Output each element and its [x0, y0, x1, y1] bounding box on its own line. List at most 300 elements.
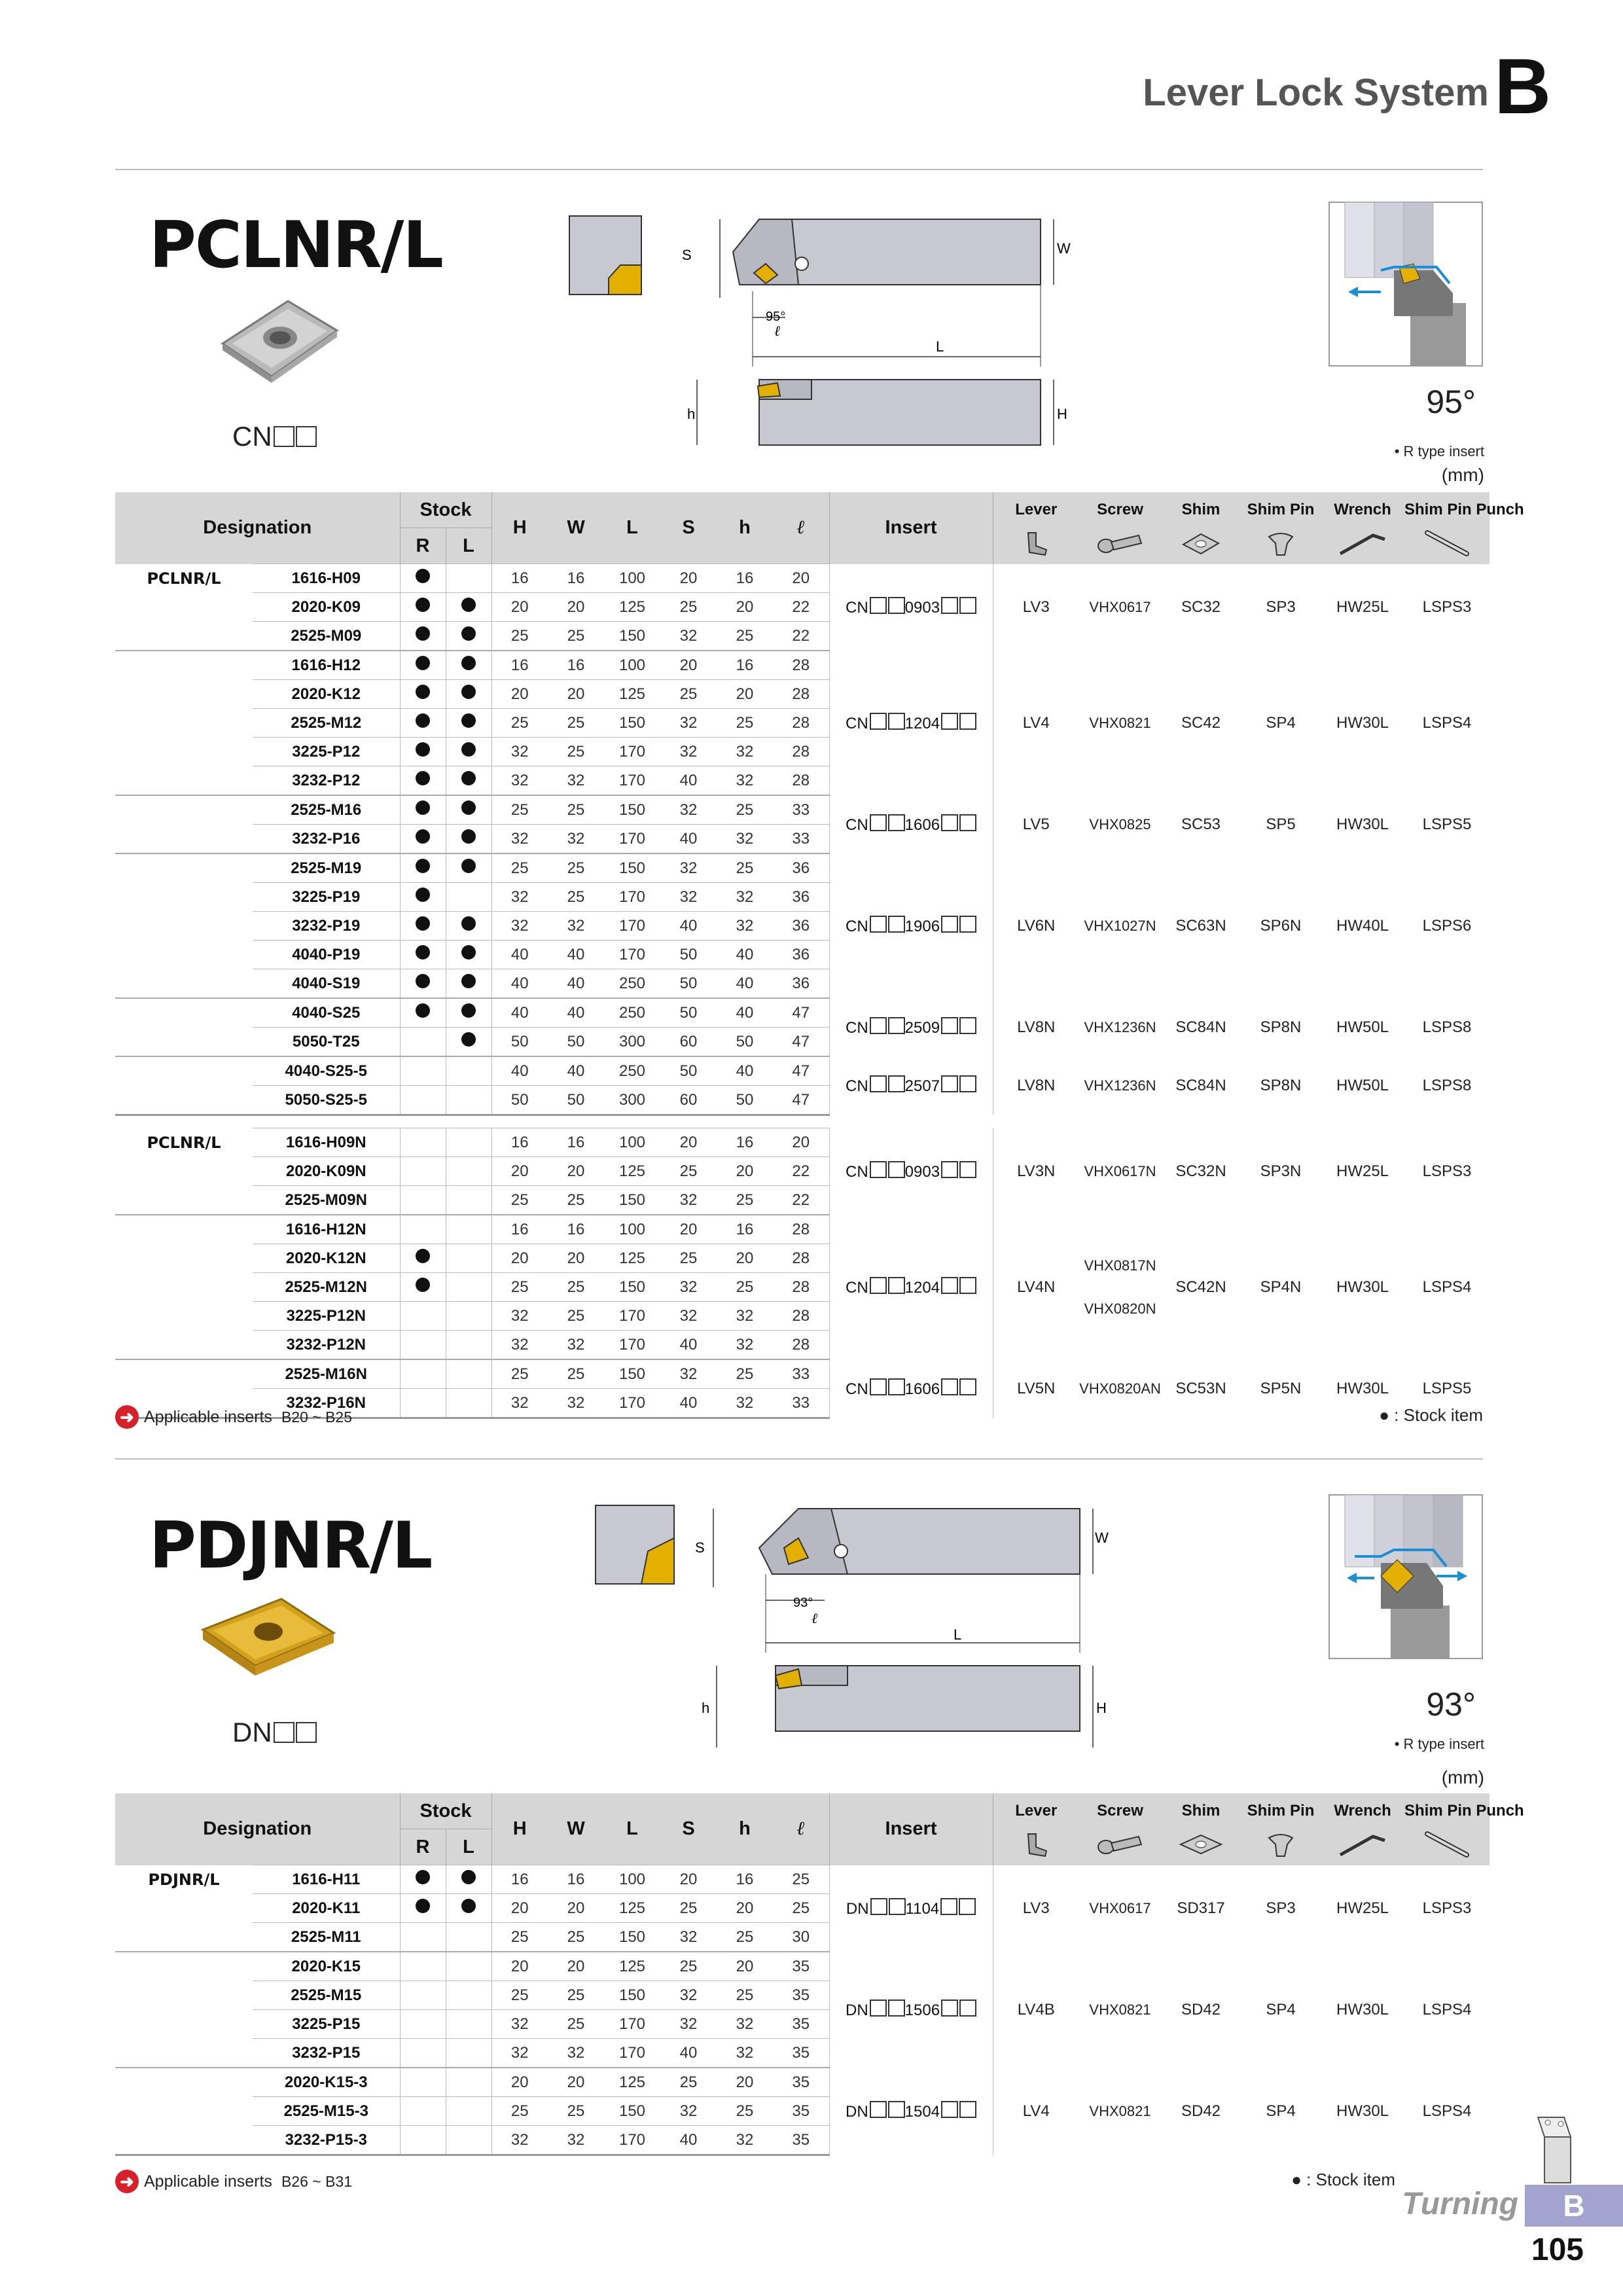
- turning-tool-icon: [1525, 2111, 1590, 2183]
- stock-L: [446, 2097, 491, 2126]
- accessory-shim: SD42: [1181, 2102, 1221, 2120]
- designation-cell: 2020-K09: [253, 593, 400, 622]
- dim-H: 16: [491, 1865, 548, 1894]
- th2-shim-pin: Shim Pin: [1241, 1793, 1321, 1829]
- group-name: [115, 1056, 253, 1086]
- dim-H: 20: [491, 680, 548, 709]
- dim-Lc: 250: [604, 998, 660, 1028]
- dim-h: 16: [717, 1865, 773, 1894]
- dim-Lc: 170: [604, 883, 660, 912]
- dim-H: 16: [491, 1215, 548, 1244]
- stock-L: [446, 1128, 491, 1157]
- dim-h: 20: [717, 2068, 773, 2097]
- sec1-dim-H: H: [1057, 406, 1067, 422]
- group-name: [115, 1244, 253, 1273]
- dim-W: 40: [548, 969, 604, 999]
- sec1-spec-table: [115, 492, 1524, 1419]
- dim-H: 32: [491, 2126, 548, 2155]
- sec2-dim-W: W: [1095, 1530, 1109, 1546]
- accessory-shim: SC84N: [1175, 1018, 1226, 1036]
- dim-ell: 28: [773, 1302, 829, 1331]
- designation-cell: 3232-P19: [253, 912, 400, 941]
- stock-L: [446, 766, 491, 796]
- accessory-wrench: HW50L: [1336, 1076, 1389, 1094]
- dim-S: 25: [660, 680, 717, 709]
- stock-L: [446, 593, 491, 622]
- accessory-punch: LSPS4: [1422, 2000, 1472, 2018]
- dim-Lc: 250: [604, 1056, 660, 1086]
- dim-Lc: 150: [604, 795, 660, 825]
- stock-R: [400, 1359, 446, 1389]
- insert-cell: DN 1506: [829, 1952, 993, 2068]
- dim-h: 25: [717, 853, 773, 883]
- dim-H: 25: [491, 853, 548, 883]
- dim-S: 40: [660, 1331, 717, 1360]
- sec1-dim-S: S: [682, 247, 692, 263]
- designation-cell: 2525-M12N: [253, 1273, 400, 1302]
- stock-L: [446, 622, 491, 651]
- insert-cell: CN 2507: [829, 1056, 993, 1115]
- stock-L: [446, 1952, 491, 1981]
- insert-cell: CN 1204: [829, 651, 993, 795]
- stock-R: [400, 1894, 446, 1923]
- group-name: [115, 825, 253, 854]
- sec2-title: PDJNR/L: [149, 1509, 432, 1583]
- stock-dot-icon: [416, 1003, 430, 1018]
- dim-S: 32: [660, 883, 717, 912]
- accessory-pin: SP4: [1266, 713, 1296, 732]
- dim-S: 40: [660, 825, 717, 854]
- stock-L: [446, 1894, 491, 1923]
- footer-turning: Turning: [1402, 2187, 1518, 2221]
- stock-dot-icon: [461, 974, 476, 988]
- lever-icon: [993, 1829, 1079, 1865]
- dim-W: 50: [548, 1028, 604, 1057]
- dim-W: 32: [548, 912, 604, 941]
- dim-h: 32: [717, 912, 773, 941]
- dim-ell: 36: [773, 941, 829, 969]
- accessory-lever: LV4: [1022, 2102, 1050, 2120]
- table-row: [115, 1215, 1489, 1244]
- dim-H: 40: [491, 969, 548, 999]
- stock-R: [400, 1952, 446, 1981]
- sec2-insert-note: • R type insert: [1394, 1736, 1484, 1752]
- dim-H: 32: [491, 912, 548, 941]
- dim-Lc: 150: [604, 1981, 660, 2010]
- th-stock-R: R: [400, 528, 446, 564]
- dim-ell: 36: [773, 853, 829, 883]
- dim-h: 25: [717, 1981, 773, 2010]
- table-row: [115, 795, 1489, 825]
- dim-H: 20: [491, 2068, 548, 2097]
- shim-icon: [1161, 528, 1241, 564]
- wrench-icon: [1321, 528, 1404, 564]
- dim-h: 32: [717, 883, 773, 912]
- group-name: [115, 2010, 253, 2039]
- group-name: [115, 1157, 253, 1186]
- dim-h: 50: [717, 1086, 773, 1115]
- dim-h: 40: [717, 998, 773, 1028]
- dim-ell: 36: [773, 912, 829, 941]
- stock-L: [446, 564, 491, 593]
- th-S: S: [660, 492, 717, 564]
- stock-R: [400, 1244, 446, 1273]
- accessory-wrench: HW30L: [1336, 2000, 1389, 2018]
- dim-h: 32: [717, 1302, 773, 1331]
- dim-W: 25: [548, 1273, 604, 1302]
- dim-Lc: 125: [604, 1952, 660, 1981]
- dim-Lc: 170: [604, 766, 660, 796]
- accessory-punch: LSPS3: [1422, 1899, 1472, 1917]
- sec2-insert-image: [196, 1594, 340, 1685]
- stock-R: [400, 1981, 446, 2010]
- stock-L: [446, 1389, 491, 1418]
- stock-R: [400, 998, 446, 1028]
- th2-insert: Insert: [829, 1793, 993, 1865]
- dim-ell: 25: [773, 1894, 829, 1923]
- stock-L: [446, 1028, 491, 1057]
- dim-ell: 28: [773, 680, 829, 709]
- dim-h: 20: [717, 1952, 773, 1981]
- sec2-stock-legend: ● : Stock item: [1291, 2170, 1395, 2189]
- stock-L: [446, 738, 491, 766]
- stock-R: [400, 941, 446, 969]
- designation-cell: 4040-S25: [253, 998, 400, 1028]
- designation-cell: 2525-M09: [253, 622, 400, 651]
- accessory-lever: LV6N: [1017, 916, 1056, 935]
- stock-dot-icon: [416, 1249, 430, 1263]
- stock-dot-icon: [461, 685, 476, 699]
- sec2-dim-ell: ℓ: [812, 1610, 818, 1626]
- accessory-wrench: HW50L: [1336, 1018, 1389, 1036]
- sec2-spec-table: [115, 1793, 1524, 2156]
- dim-h: 20: [717, 1244, 773, 1273]
- stock-R: [400, 1302, 446, 1331]
- designation-cell: 3232-P16: [253, 825, 400, 854]
- group-spacer-cell: [115, 1115, 1489, 1128]
- stock-R: [400, 1923, 446, 1952]
- dim-Lc: 150: [604, 2097, 660, 2126]
- stock-R: [400, 1086, 446, 1115]
- accessory-lever: LV3: [1022, 1899, 1050, 1917]
- group-name: [115, 853, 253, 883]
- th2-H: H: [491, 1793, 548, 1865]
- dim-S: 60: [660, 1086, 717, 1115]
- stock-dot-icon: [416, 742, 430, 757]
- stock-dot-icon: [416, 829, 430, 844]
- sec2-unit: (mm): [1441, 1767, 1484, 1787]
- dim-ell: 28: [773, 1273, 829, 1302]
- dim-W: 40: [548, 1056, 604, 1086]
- stock-R: [400, 564, 446, 593]
- accessory-screw: VHX0617: [1089, 1899, 1151, 1916]
- dim-H: 25: [491, 1273, 548, 1302]
- dim-W: 20: [548, 2068, 604, 2097]
- accessory-punch: LSPS3: [1422, 1162, 1472, 1180]
- stock-dot-icon: [461, 916, 476, 931]
- dim-H: 25: [491, 1186, 548, 1215]
- dim-Lc: 170: [604, 941, 660, 969]
- dim-h: 16: [717, 651, 773, 680]
- accessory-punch: LSPS4: [1422, 2102, 1472, 2120]
- stock-R: [400, 1028, 446, 1057]
- accessory-screw: VHX0617N: [1084, 1162, 1156, 1179]
- group-name: PDJNR/L: [148, 1870, 220, 1889]
- group-name: [115, 1215, 253, 1244]
- th-lever: Lever: [993, 492, 1079, 528]
- sec1-application-image: [1329, 202, 1483, 367]
- dim-S: 40: [660, 2039, 717, 2068]
- accessory-lever: LV4N: [1017, 1278, 1056, 1296]
- dim-ell: 33: [773, 795, 829, 825]
- th2-stock-R: R: [400, 1829, 446, 1865]
- dim-H: 32: [491, 738, 548, 766]
- punch-icon: [1404, 1829, 1489, 1865]
- stock-R: [400, 853, 446, 883]
- designation-cell: 1616-H09: [253, 564, 400, 593]
- accessory-pin: SP3: [1266, 598, 1296, 616]
- sec2-dim-H: H: [1096, 1700, 1107, 1716]
- designation-cell: 2020-K12: [253, 680, 400, 709]
- dim-H: 32: [491, 1331, 548, 1360]
- dim-ell: 35: [773, 1952, 829, 1981]
- dim-ell: 35: [773, 2068, 829, 2097]
- dim-S: 40: [660, 2126, 717, 2155]
- designation-cell: 2525-M15: [253, 1981, 400, 2010]
- stock-L: [446, 883, 491, 912]
- dim-S: 25: [660, 1157, 717, 1186]
- th2-W: W: [548, 1793, 604, 1865]
- stock-R: [400, 1865, 446, 1894]
- designation-cell: 4040-S19: [253, 969, 400, 999]
- designation-cell: 2525-M09N: [253, 1186, 400, 1215]
- dim-W: 50: [548, 1086, 604, 1115]
- dim-H: 20: [491, 1952, 548, 1981]
- dim-W: 40: [548, 941, 604, 969]
- accessory-wrench: HW25L: [1336, 598, 1389, 616]
- th-h: h: [717, 492, 773, 564]
- dim-Lc: 170: [604, 825, 660, 854]
- designation-cell: 1616-H09N: [253, 1128, 400, 1157]
- dim-H: 20: [491, 1244, 548, 1273]
- insert-cell: CN 1204: [829, 1215, 993, 1359]
- table-row: [115, 1359, 1489, 1389]
- designation-cell: 2020-K15-3: [253, 2068, 400, 2097]
- dim-h: 40: [717, 941, 773, 969]
- stock-R: [400, 1389, 446, 1418]
- group-name: [115, 622, 253, 651]
- accessory-pin: SP5: [1266, 815, 1296, 833]
- footer-tab[interactable]: B: [1525, 2185, 1623, 2227]
- stock-L: [446, 680, 491, 709]
- stock-R: [400, 766, 446, 796]
- stock-R: [400, 2068, 446, 2097]
- accessory-lever: LV4B: [1017, 2000, 1055, 2018]
- th-shim-pin: Shim Pin: [1241, 492, 1321, 528]
- accessory-punch: LSPS5: [1422, 815, 1472, 833]
- accessory-lever: LV5: [1022, 815, 1050, 833]
- accessory-lever: LV8N: [1017, 1076, 1056, 1094]
- stock-R: [400, 912, 446, 941]
- dim-S: 50: [660, 998, 717, 1028]
- group-name: [115, 1186, 253, 1215]
- th-punch: Shim Pin Punch: [1404, 492, 1489, 528]
- accessory-wrench: HW30L: [1336, 713, 1389, 732]
- dim-Lc: 300: [604, 1086, 660, 1115]
- stock-L: [446, 969, 491, 999]
- dim-ell: 47: [773, 1056, 829, 1086]
- group-name: [115, 1086, 253, 1115]
- dim-H: 25: [491, 1981, 548, 2010]
- dim-H: 25: [491, 709, 548, 738]
- group-name: [115, 941, 253, 969]
- dim-ell: 36: [773, 883, 829, 912]
- sec2-insert-shape: DN: [232, 1717, 317, 1748]
- dim-h: 25: [717, 1273, 773, 1302]
- accessory-screw: VHX1027N: [1084, 917, 1156, 934]
- dim-W: 25: [548, 853, 604, 883]
- dim-S: 32: [660, 709, 717, 738]
- stock-dot-icon: [416, 1278, 430, 1292]
- group-name: [115, 1952, 253, 1981]
- dim-Lc: 125: [604, 1244, 660, 1273]
- stock-dot-icon: [461, 626, 476, 641]
- stock-L: [446, 709, 491, 738]
- dim-S: 25: [660, 1952, 717, 1981]
- dim-W: 25: [548, 795, 604, 825]
- group-name: PCLNR/L: [147, 569, 221, 588]
- group-name: PCLNR/L: [147, 1133, 221, 1152]
- dim-h: 25: [717, 1923, 773, 1952]
- sec2-holder-drawing: [589, 1502, 1211, 1757]
- dim-Lc: 170: [604, 2039, 660, 2068]
- dim-h: 16: [717, 1128, 773, 1157]
- th2-punch: Shim Pin Punch: [1404, 1793, 1489, 1829]
- sec2-angle: 93°: [1426, 1686, 1476, 1723]
- section-divider: [115, 1458, 1483, 1460]
- stock-L: [446, 1981, 491, 2010]
- table-row: [115, 651, 1489, 680]
- dim-W: 40: [548, 998, 604, 1028]
- dim-W: 16: [548, 1128, 604, 1157]
- dim-Lc: 125: [604, 1157, 660, 1186]
- dim-h: 25: [717, 1186, 773, 1215]
- group-name: [115, 1923, 253, 1952]
- accessory-pin: SP8N: [1260, 1018, 1302, 1036]
- dim-H: 40: [491, 1056, 548, 1086]
- accessory-shim: SC32N: [1175, 1162, 1226, 1180]
- sec1-dim-deg: 95°: [766, 310, 786, 324]
- designation-cell: 3225-P12: [253, 738, 400, 766]
- accessory-screw: VHX0821: [1089, 2102, 1151, 2119]
- table-row: [115, 564, 1489, 593]
- stock-dot-icon: [416, 1899, 430, 1913]
- sec1-unit: (mm): [1441, 465, 1484, 485]
- stock-R: [400, 1128, 446, 1157]
- stock-L: [446, 1086, 491, 1115]
- stock-L: [446, 1215, 491, 1244]
- header-rule: [115, 169, 1483, 170]
- stock-dot-icon: [461, 742, 476, 757]
- accessory-wrench: HW30L: [1336, 815, 1389, 833]
- accessory-lever: LV3: [1022, 598, 1050, 616]
- group-name: [115, 1894, 253, 1923]
- accessory-lever: LV8N: [1017, 1018, 1056, 1036]
- dim-Lc: 125: [604, 593, 660, 622]
- table-row: [115, 1865, 1489, 1894]
- stock-dot-icon: [416, 974, 430, 988]
- dim-Lc: 170: [604, 2010, 660, 2039]
- accessory-screw: VHX0821: [1089, 714, 1151, 731]
- th2-ell: ℓ: [773, 1793, 829, 1865]
- dim-W: 20: [548, 1157, 604, 1186]
- table-row: [115, 853, 1489, 883]
- accessory-punch: LSPS4: [1422, 1278, 1472, 1296]
- designation-cell: 2020-K09N: [253, 1157, 400, 1186]
- dim-Lc: 170: [604, 912, 660, 941]
- table-row: [115, 998, 1489, 1028]
- dim-S: 32: [660, 622, 717, 651]
- group-spacer: [115, 1115, 1489, 1128]
- dim-H: 16: [491, 564, 548, 593]
- stock-dot-icon: [461, 800, 476, 815]
- stock-R: [400, 709, 446, 738]
- accessory-lever: LV4: [1022, 713, 1050, 732]
- group-name: [115, 651, 253, 680]
- dim-ell: 35: [773, 2126, 829, 2155]
- dim-ell: 35: [773, 2097, 829, 2126]
- table-row: [115, 2068, 1489, 2097]
- dim-Lc: 150: [604, 1186, 660, 1215]
- dim-W: 16: [548, 1215, 604, 1244]
- dim-W: 32: [548, 1331, 604, 1360]
- dim-S: 32: [660, 1186, 717, 1215]
- dim-W: 25: [548, 1302, 604, 1331]
- group-name: [115, 2039, 253, 2068]
- stock-R: [400, 2039, 446, 2068]
- dim-Lc: 150: [604, 709, 660, 738]
- designation-cell: 3232-P12: [253, 766, 400, 796]
- accessory-lever: LV5N: [1017, 1379, 1056, 1397]
- dim-ell: 22: [773, 1157, 829, 1186]
- dim-H: 16: [491, 651, 548, 680]
- accessory-wrench: HW30L: [1336, 1278, 1389, 1296]
- table-row: [115, 1056, 1489, 1086]
- accessory-punch: LSPS8: [1422, 1018, 1472, 1036]
- dim-W: 32: [548, 825, 604, 854]
- stock-R: [400, 2010, 446, 2039]
- sec1-dim-ell: ℓ: [774, 323, 781, 339]
- accessory-pin: SP8N: [1260, 1076, 1302, 1094]
- dim-W: 32: [548, 1389, 604, 1418]
- dim-h: 25: [717, 1359, 773, 1389]
- dim-H: 32: [491, 766, 548, 796]
- insert-cell: CN 0903: [829, 564, 993, 651]
- stock-dot-icon: [416, 598, 430, 612]
- accessory-shim: SD42: [1181, 2000, 1221, 2018]
- dim-S: 32: [660, 1273, 717, 1302]
- accessory-punch: LSPS4: [1422, 713, 1472, 732]
- dim-W: 25: [548, 2010, 604, 2039]
- stock-dot-icon: [416, 800, 430, 815]
- th-wrench: Wrench: [1321, 492, 1404, 528]
- stock-dot-icon: [416, 771, 430, 785]
- dim-ell: 28: [773, 1215, 829, 1244]
- stock-dot-icon: [461, 945, 476, 960]
- stock-dot-icon: [461, 859, 476, 873]
- dim-S: 32: [660, 795, 717, 825]
- dim-Lc: 150: [604, 1923, 660, 1952]
